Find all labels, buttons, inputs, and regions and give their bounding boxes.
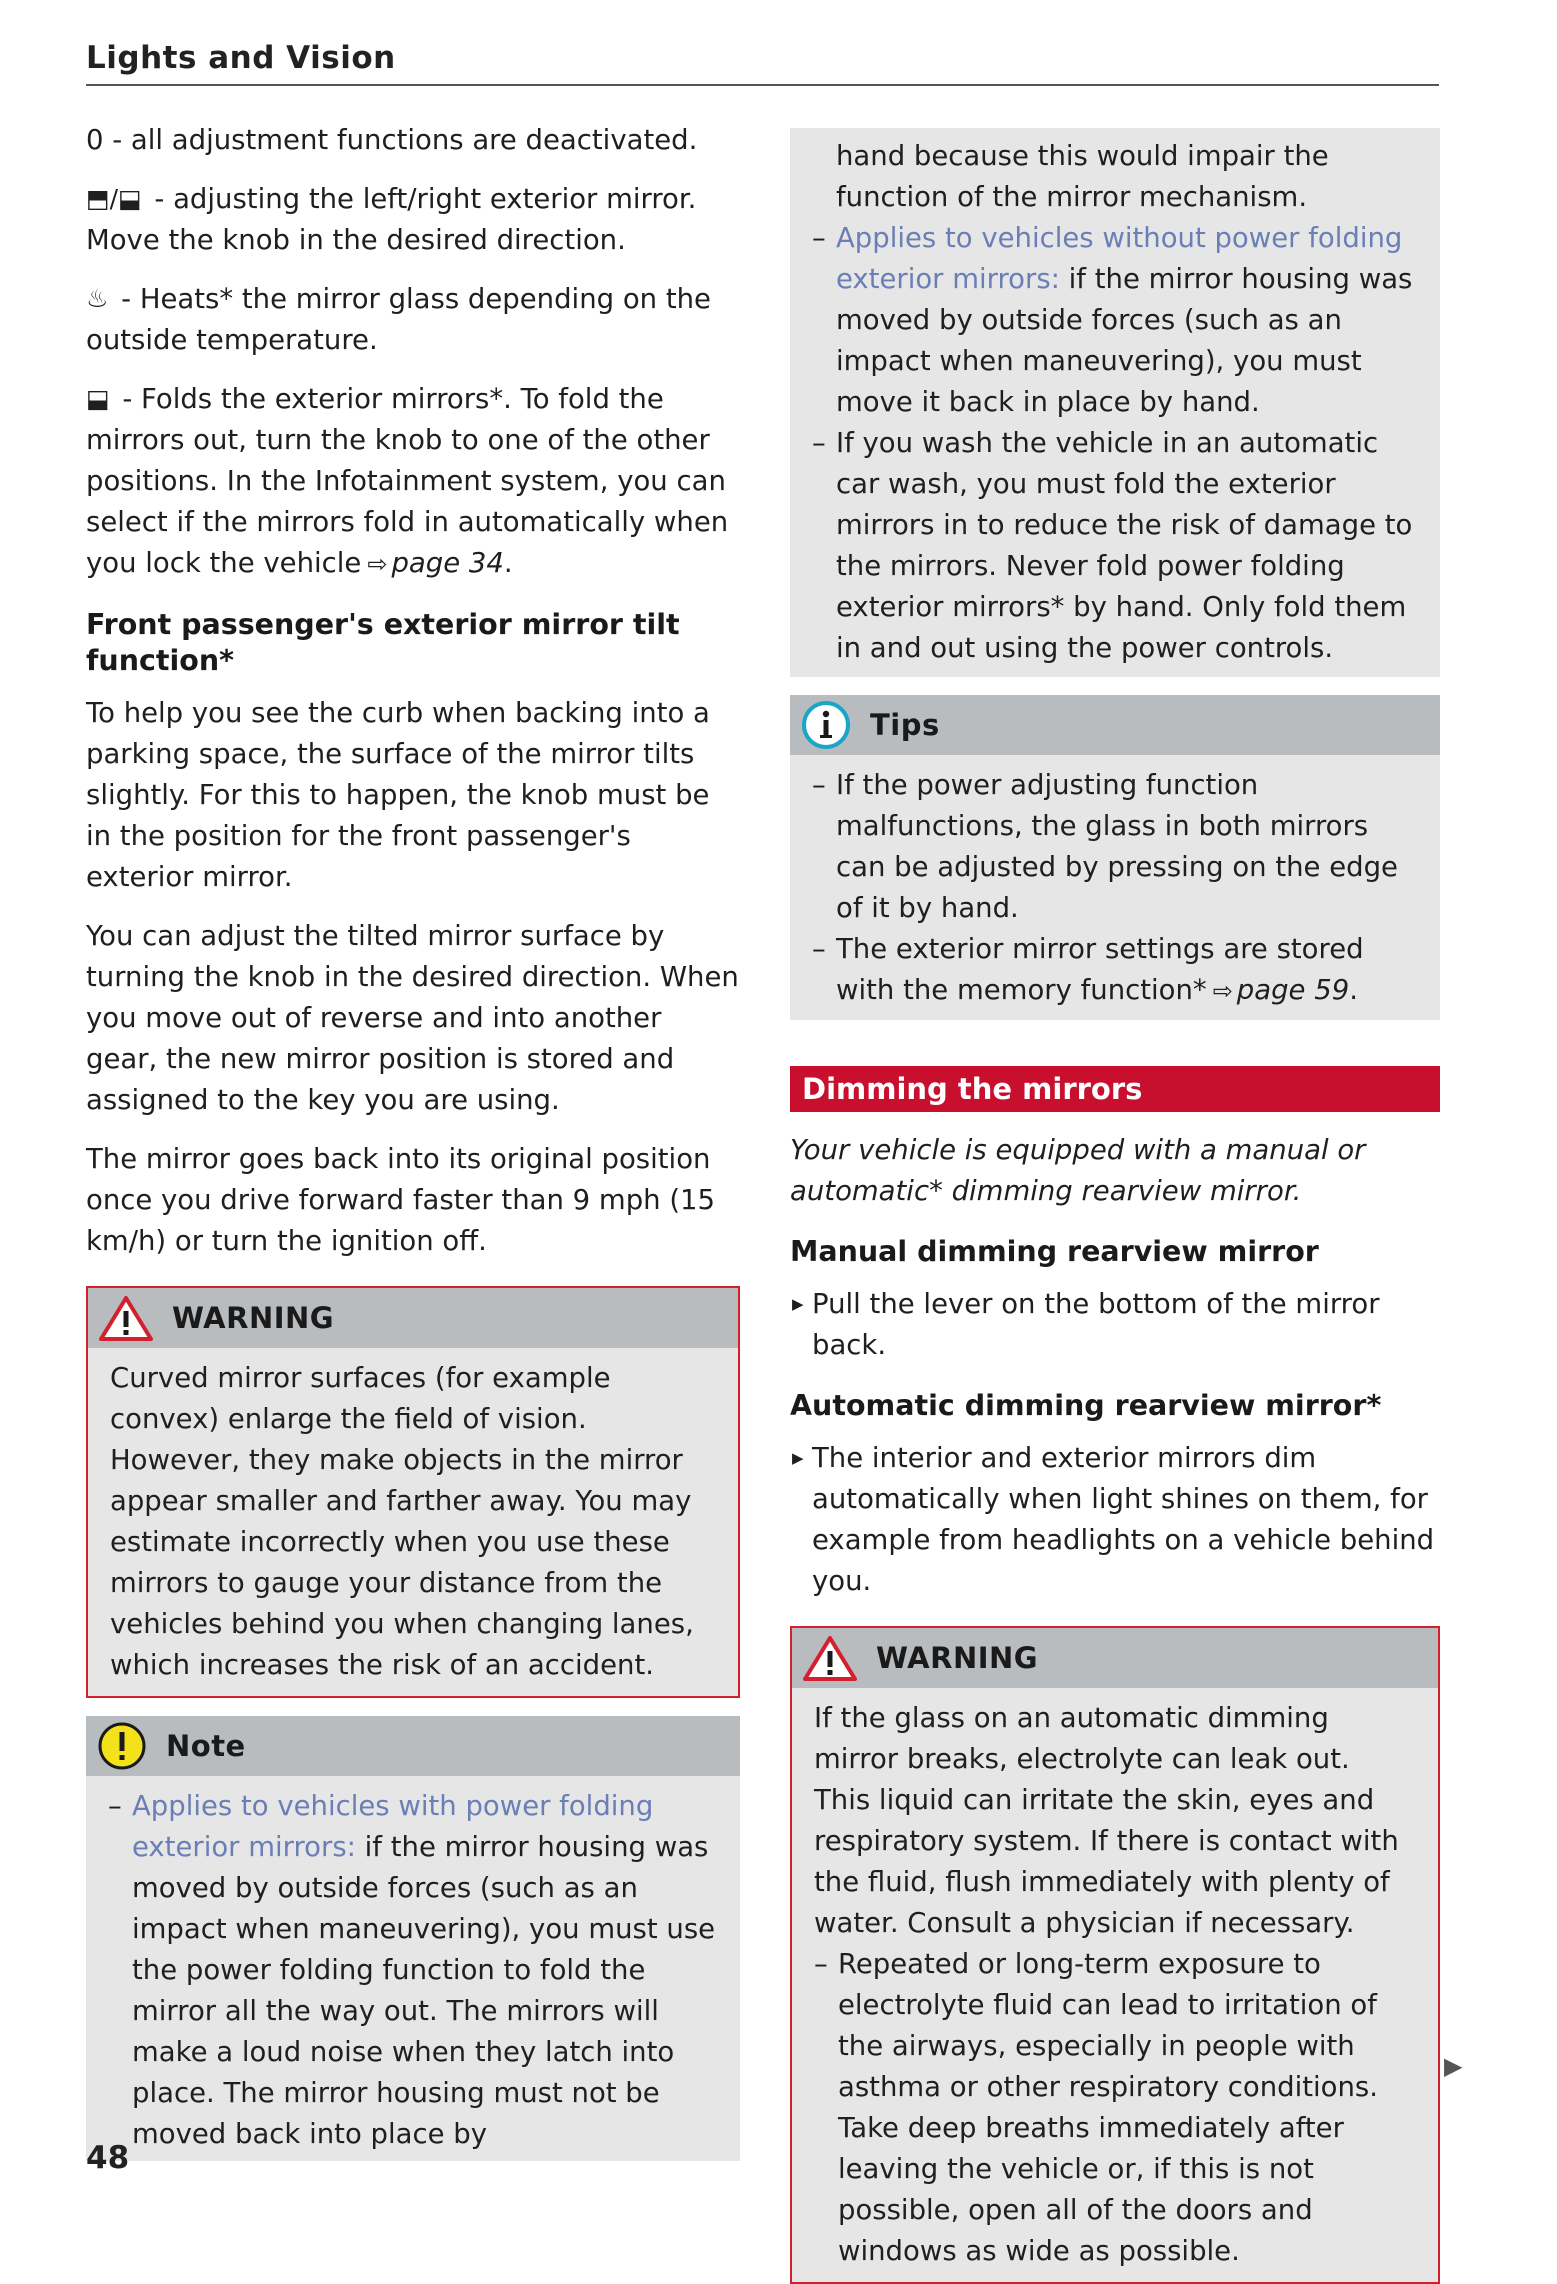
note-header: [86, 1716, 740, 1776]
page-ref-link[interactable]: page 34: [391, 547, 504, 579]
paragraph-tilt-adjust: You can adjust the tilted mirror surface by turning the knob in the desired direction. When you move out of reverse and into another gear, the new mirror position is stored and assigned to the key you are using.: [86, 920, 739, 1116]
step-text: The interior and exterior mirrors dim automatically when light shines on them, for example from headlights on a vehicle behind you.: [812, 1442, 1435, 1597]
step-manual-dimming: [790, 1284, 1440, 1366]
paragraph-adjust-mirror: [86, 179, 740, 261]
exclamation-circle-icon: [96, 1720, 148, 1772]
warning-header: [792, 1628, 1438, 1688]
tips-item-malfunction: – If the power adjusting function malfunctions, the glass in both mirrors can be adjusted by pressing on the edge of it by hand.: [812, 765, 1416, 929]
left-right-mirror-icon: ⬒/⬓: [86, 184, 142, 213]
header-rule: [86, 84, 1439, 86]
note-item-text: if the mirror housing was moved by outside forces (such as an impact when maneuvering), you must move it back in place by hand.: [836, 263, 1413, 418]
left-column: [86, 120, 740, 2161]
warning-triangle-icon: [98, 1294, 154, 1342]
section-intro: Your vehicle is equipped with a manual or automatic* dimming rearview mirror.: [790, 1134, 1366, 1207]
continue-arrow-icon: ▶: [1444, 2052, 1463, 2080]
mirror-fold-icon: ⬓: [86, 384, 110, 413]
info-circle-icon: [800, 699, 852, 751]
note-continued-text: hand because this would impair the function of the mirror mechanism.: [836, 140, 1329, 213]
paragraph-folding-text: - Folds the exterior mirrors*. To fold the mirrors out, turn the knob to one of the other positions. In the Infotainment system, you can select if the mirrors fold in automatically when you lock the vehicle: [86, 383, 729, 579]
paragraph-folding-end: .: [503, 547, 513, 579]
note-box: [86, 1716, 740, 2161]
step-text: Pull the lever on the bottom of the mirror back.: [812, 1288, 1380, 1361]
warning-header: [88, 1288, 738, 1348]
heading-manual-dimming: Manual dimming rearview mirror: [790, 1235, 1319, 1268]
warning-body: [88, 1348, 738, 1696]
heading-auto-dimming: Automatic dimming rearview mirror*: [790, 1389, 1382, 1422]
right-column: [790, 120, 1440, 2284]
page-header-title: Lights and Vision: [86, 40, 396, 76]
warning-text: If the glass on an automatic dimming mirror breaks, electrolyte can leak out. This liquid can irritate the skin, eyes and respiratory system. If there is contact with the fluid, flush immediately with plenty of water. Consult a physician if necessary.: [814, 1702, 1399, 1939]
page-ref-arrow-icon: ⇨: [1212, 977, 1233, 1005]
paragraph-off-position: 0 - all adjustment functions are deactivated.: [86, 124, 698, 156]
tips-body: [790, 755, 1440, 1020]
paragraph-heating: [86, 279, 740, 361]
tips-header: [790, 695, 1440, 755]
warning-item-exposure: – Repeated or long-term exposure to electrolyte fluid can lead to irritation of the airways, especially in people with asthma or other respiratory conditions. Take deep breaths immediately after leaving the vehicle or, if this is not possible, open all of the doors and windows as wide as possible.: [814, 1944, 1414, 2272]
page-number: 48: [86, 2140, 130, 2176]
tips-title: Tips: [870, 708, 940, 742]
paragraph-adjust-mirror-text: - adjusting the left/right exterior mirror. Move the knob in the desired direction.: [86, 183, 697, 256]
paragraph-folding: [86, 379, 740, 585]
warning-triangle-icon: [802, 1634, 858, 1682]
section-title-dimming: Dimming the mirrors: [790, 1066, 1440, 1112]
page-ref-link[interactable]: page 59: [1236, 974, 1350, 1006]
note-item-condition: Applies to vehicles without power folding exterior mirrors:: [836, 222, 1403, 295]
note-item-power-folding: [108, 1786, 716, 2155]
warning-box-convex: [86, 1286, 740, 1698]
note-item-without-power-folding: [812, 218, 1416, 423]
tips-box: [790, 695, 1440, 1020]
mirror-heating-icon: ♨: [86, 284, 109, 313]
warning-box-electrolyte: [790, 1626, 1440, 2284]
warning-body: [792, 1688, 1438, 2282]
note-item-condition: Applies to vehicles with power folding exterior mirrors:: [132, 1790, 654, 1863]
tips-item-memory-text: The exterior mirror settings are stored with the memory function*: [836, 933, 1364, 1006]
tips-item-memory: [812, 929, 1416, 1012]
step-auto-dimming: [790, 1438, 1440, 1602]
note-item-text: if the mirror housing was moved by outside forces (such as an impact when maneuvering), you must use the power folding function to fold the mirror all the way out. The mirrors will make a loud noise when they latch into place. The mirror housing must not be moved back into place by: [132, 1831, 716, 2150]
note-body: [86, 1776, 740, 2161]
warning-title: WARNING: [876, 1641, 1039, 1675]
paragraph-tilt-description: To help you see the curb when backing into a parking space, the surface of the mirror tilts slightly. For this to happen, the knob must be in the position for the front passenger's exterior mirror.: [86, 697, 710, 893]
warning-text: Curved mirror surfaces (for example convex) enlarge the field of vision. However, they make objects in the mirror appear smaller and farther away. You may estimate incorrectly when you use these mirrors to gauge your distance from the vehicles behind you when changing lanes, which increases the risk of an accident.: [110, 1362, 694, 1681]
tips-item-memory-end: .: [1349, 974, 1358, 1006]
step-arrow-icon: ▶: [792, 1449, 804, 1467]
paragraph-tilt-reset: The mirror goes back into its original position once you drive forward faster than 9 mph (15 km/h) or turn the ignition off.: [86, 1143, 716, 1257]
heading-passenger-tilt: Front passenger's exterior mirror tilt function*: [86, 608, 680, 677]
step-arrow-icon: ▶: [792, 1295, 804, 1313]
note-box-continued: [790, 128, 1440, 677]
note-title: Note: [166, 1729, 246, 1763]
warning-title: WARNING: [172, 1301, 335, 1335]
paragraph-heating-text: - Heats* the mirror glass depending on the outside temperature.: [86, 283, 711, 356]
note-item-car-wash: – If you wash the vehicle in an automatic car wash, you must fold the exterior mirrors in to reduce the risk of damage to the mirrors. Never fold power folding exterior mirrors* by hand. Only fold them in and out using the power controls.: [812, 423, 1416, 669]
page-ref-arrow-icon: ⇨: [367, 550, 388, 578]
